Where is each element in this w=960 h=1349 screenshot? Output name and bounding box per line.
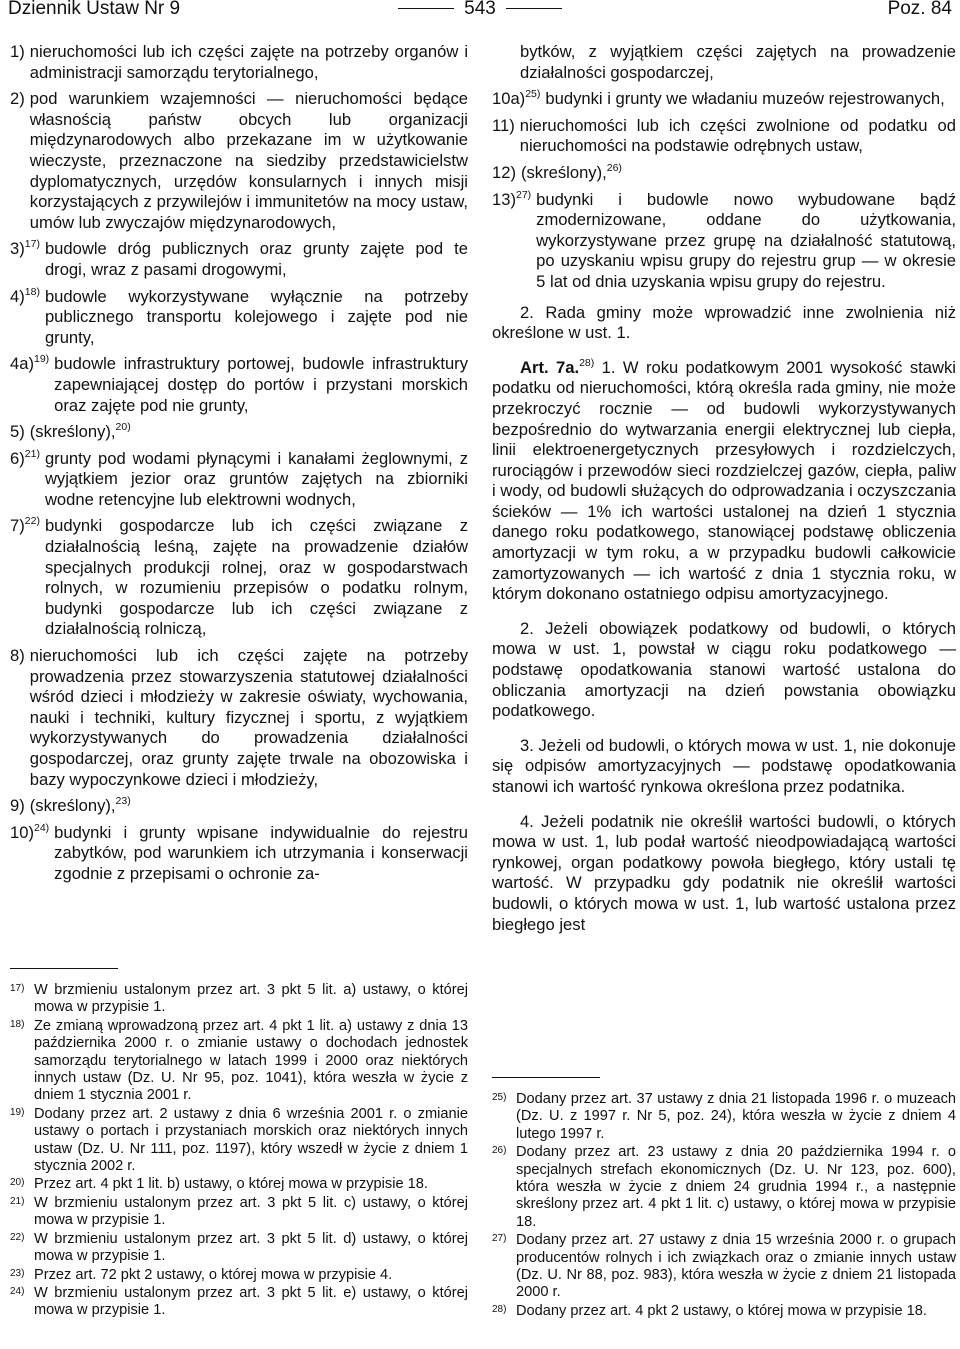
footnote	[10, 1285, 468, 1320]
item-text: budowle wykorzystywane wyłącznie na potrzeby publicznego transportu kolejowego i zajęte pod nie grunty,	[44, 286, 468, 347]
footnote-number: 17)	[10, 983, 25, 994]
footnote	[10, 1267, 468, 1284]
footnote-number: 28)	[492, 1303, 507, 1315]
footnote-number: 18)	[10, 1018, 25, 1030]
footnote	[10, 1195, 468, 1230]
footnote-ref: 27)	[515, 188, 532, 201]
list-item	[10, 516, 468, 640]
item-text: (skreślony),$^{23)}$	[29, 795, 131, 816]
footnotes-right	[492, 1091, 956, 1321]
footnote-number: 19)	[10, 1106, 25, 1118]
footnote-ref: 23)	[115, 795, 131, 808]
paragraph: 3. Jeżeli od budowli, o których mowa w ust. 1, nie dokonuje się odpisów amortyzacyjnych — podstawę opodatkowania stanowi ich wartość rynkowa określona przez podatnika.	[492, 735, 956, 796]
footnote-text: W brzmieniu ustalonym przez art. 3 pkt 5 lit. e) ustawy, o której mowa w przypisie 1.	[34, 1284, 468, 1319]
item-number: 12)	[492, 162, 516, 182]
right-item-list	[492, 89, 956, 292]
footnote-text: W brzmieniu ustalonym przez art. 3 pkt 5 lit. a) ustawy, o której mowa w przypisie 1.	[34, 982, 468, 1016]
item-text: budynki i grunty we władaniu muzeów rejestrowanych,	[545, 89, 945, 109]
list-item	[10, 354, 468, 416]
footnote-text: Ze zmianą wprowadzoną przez art. 4 pkt 1 lit. a) ustawy z dnia 13 października 2000 r. o zmianie ustawy o dochodach jednostek samorządu terytorialnego w latach 1999 i 2000 oraz niektórych innych ustaw (Dz. U. Nr 95, poz. 1041), która weszła w życie z dniem 1 stycznia 2001 r.	[34, 1017, 468, 1104]
item-text: budynki i grunty wpisane indywidualnie do rejestru zabytków, pod warunkiem ich utrzymania i konserwacji zgodnie z przepisami o ochronie za-	[54, 822, 468, 883]
footnote-text: Dodany przez art. 23 ustawy z dnia 20 października 1994 r. o specjalnych strefach ekonomicznych (Dz. U. Nr 123, poz. 600), która weszła w życie z dniem 24 grudnia 1994 r., a następnie skreślony przez art. 4 pkt 1 lit. c) ustawy, o której mowa w przypisie 18.	[516, 1144, 956, 1230]
footnote-text: Dodany przez art. 27 ustawy z dnia 15 września 2000 r. o grupach producentów rolnych i ich związkach oraz o zmianie innych ustaw (Dz. U. Nr 88, poz. 983), która weszła w życie z dniem 21 listopada 2000 r.	[516, 1232, 956, 1301]
item-number: 5)	[10, 422, 25, 442]
journal-title: Dziennik Ustaw Nr 9	[8, 0, 181, 19]
header-dash-right	[506, 8, 562, 9]
footnote-number: 22)	[10, 1231, 25, 1243]
item-text: budowle dróg publicznych oraz grunty zajęte pod te drogi, wraz z pasami drogowymi,	[44, 239, 468, 279]
list-item	[10, 89, 468, 233]
item-text: budynki gospodarcze lub ich części związane z działalnością leśną, zajęte na prowadzenie działów specjalnych produkcji rolnej, oraz w gospodarstwach rolnych, w rozumieniu przepisów o podatku rolnym, budynki gospodarcze lub ich części związane z działalnością rolniczą,	[44, 516, 468, 639]
item-text: budowle infrastruktury portowej, budowle infrastruktury zapewniającej dostęp do portów i przystani morskich oraz zajęte pod nie grunty,	[54, 354, 468, 415]
item-number: 9)	[10, 796, 25, 816]
paragraph: 4. Jeżeli podatnik nie określił wartości budowli, o których mowa w ust. 1, lub podał wartość nieodpowiadającą wartości rynkowej, organ podatkowy powoła biegłego, który ustali tę wartość. W przypadku gdy podatnik nie określił wartości budowli, o których mowa w ust. 1, lub wartość ustalona przez biegłego jest	[492, 811, 956, 934]
footnote-text: W brzmieniu ustalonym przez art. 3 pkt 5 lit. c) ustawy, o której mowa w przypisie 1.	[34, 1194, 468, 1229]
footnotes-left	[10, 982, 468, 1321]
item-text: (skreślony),$^{26)}$	[520, 161, 622, 182]
list-item	[10, 796, 468, 817]
list-item	[10, 449, 468, 511]
list-item	[492, 190, 956, 293]
footnote-number: 25)	[492, 1092, 507, 1103]
list-item	[10, 42, 468, 83]
footnote-number: 26)	[492, 1145, 507, 1157]
header-dash-left	[398, 8, 454, 9]
footnote	[492, 1303, 956, 1320]
footnote-ref: 17)	[24, 238, 40, 251]
footnote-separator-right	[492, 1077, 600, 1078]
footnote-text: Dodany przez art. 37 ustawy z dnia 21 listopada 1996 r. o muzeach (Dz. U. z 1997 r. Nr 5, poz. 24), która weszła w życie z dniem 4 lutego 1997 r.	[516, 1091, 956, 1142]
footnote-ref: 18)	[24, 285, 40, 298]
list-item	[10, 823, 468, 885]
item-number: 11)	[492, 115, 515, 135]
paragraph: Art. 7a.$^{28)}$ 1. W roku podatkowym 2001 wysokość stawki podatku od nieruchomości, którą określa rada gminy, nie może przekroczyć rocznie — od budowli wykorzystywanych bezpośrednio do wytwarzania energii elektrycznej lub ciepła, linii elektroenergetycznych przesyłowych i rozdzielczych, rurociągów i przewodów sieci rozdzielczej gazów, ciepła, paliw i wody, od budowli służących do odprowadzania i oczyszczania ścieków — 1% ich wartości ustalonej na dzień 1 stycznia danego roku podatkowego, stanowiącej podstawę obliczenia amortyzacji w tym roku, a w przypadku budowli całkowicie zamortyzowanych — ich wartość z dnia 1 stycznia roku, w którym dokonano ostatniego odpisu amortyzacyjnego.	[492, 356, 956, 604]
item-text: grunty pod wodami płynącymi i kanałami żeglownymi, z wyjątkiem jezior oraz gruntów zajętych na zbiorniki wodne retencyjne lub elektrowni wodnych,	[44, 448, 468, 509]
item-number: 8)	[10, 646, 25, 666]
page-number-wrap	[8, 0, 952, 20]
footnote	[492, 1144, 956, 1231]
item-number: 4a)$^{19)}$	[10, 353, 50, 374]
footnote-text: Przez art. 72 pkt 2 ustawy, o której mowa w przypisie 4.	[34, 1266, 393, 1283]
item-text: nieruchomości lub ich części zwolnione od podatku od nieruchomości na podstawie odrębnych ustaw,	[519, 115, 956, 156]
article-heading: Art. 7a.	[520, 357, 580, 377]
item-text: budynki i budowle nowo wybudowane bądź zmodernizowane, oddane do użytkowania, wykorzystywane przez grupę na działalność statutową, po uzyskaniu wpisu grupy do rejestru grup — w okresie 5 lat od dnia uzyskania wpisu grupy do rejestru.	[536, 189, 956, 291]
footnote-number: 27)	[492, 1233, 507, 1245]
footnote-number: 24)	[10, 1285, 25, 1297]
item-text: nieruchomości lub ich części zajęte na potrzeby prowadzenia przez stowarzyszenia statutowej działalności wśród dzieci i młodzieży w zakresie oświaty, wychowania, nauki i techniki, kultury fizycznej i sportu, z wyjątkiem wykorzystywanych do prowadzenia działalności gospodarczej, oraz grunty zajęte trwale na obozowiska i bazy wypoczynkowe dzieci i młodzieży,	[29, 646, 468, 789]
list-item	[10, 287, 468, 349]
footnote-ref: 22)	[24, 515, 40, 528]
item-number: 7)$^{22)}$	[10, 515, 40, 536]
left-column	[10, 42, 468, 891]
footnote-number: 23)	[10, 1267, 25, 1279]
footnote-ref: 25)	[525, 88, 541, 101]
item-text: (skreślony),$^{20)}$	[29, 421, 131, 442]
list-item	[492, 89, 956, 110]
continuation-text: bytków, z wyjątkiem części zajętych na prowadzenie działalności gospodarczej,	[520, 42, 956, 82]
footnote	[10, 1176, 468, 1193]
footnote-separator-left	[10, 968, 118, 969]
list-item	[10, 422, 468, 443]
footnote-ref: 28)	[579, 356, 595, 369]
footnote-text: Przez art. 4 pkt 1 lit. b) ustawy, o której mowa w przypisie 18.	[34, 1176, 428, 1193]
right-column	[492, 42, 956, 949]
footnote-ref: 24)	[33, 821, 50, 834]
item-number: 13)$^{27)}$	[492, 188, 532, 209]
item-number: 1)	[10, 42, 25, 61]
item-number: 6)$^{21)}$	[10, 447, 40, 468]
list-item	[10, 239, 468, 280]
footnote-number: 20)	[10, 1177, 25, 1189]
list-item	[492, 116, 956, 157]
item-text: pod warunkiem wzajemności — nieruchomości będące własnością państw obcych lub organizacji międzynarodowych albo przekazane im w użytkowanie wieczyste, przeznaczone na siedziby przedstawicielstw dyplomatycznych, urzędów konsularnych i innych misji korzystających z przywilejów i immunitetów na mocy ustaw, umów lub zwyczajów międzynarodowych,	[29, 89, 468, 232]
item-number: 10)$^{24)}$	[10, 821, 50, 842]
list-item	[10, 646, 468, 790]
paragraph: 2. Rada gminy może wprowadzić inne zwolnienia niż określone w ust. 1.	[492, 302, 956, 343]
item-number: 2)	[10, 89, 25, 109]
footnote-ref: 19)	[33, 353, 50, 366]
footnote	[10, 1018, 468, 1105]
page-number: 543	[464, 0, 496, 19]
item-number: 4)$^{18)}$	[10, 285, 40, 306]
footnote-number: 21)	[10, 1195, 25, 1207]
item-number: 10a)$^{25)}$	[492, 88, 541, 109]
footnote-ref: 20)	[115, 421, 131, 434]
footnote-text: W brzmieniu ustalonym przez art. 3 pkt 5 lit. d) ustawy, o której mowa w przypisie 1.	[34, 1230, 468, 1265]
right-paragraphs	[492, 303, 956, 936]
list-item	[492, 163, 956, 184]
footnote-ref: 21)	[24, 447, 40, 460]
footnote	[10, 1106, 468, 1176]
paragraph: 2. Jeżeli obowiązek podatkowy od budowli, o których mowa w ust. 1, powstał w ciągu roku podatkowego — podstawę opodatkowania stanowi wartość ustalona do obliczania amortyzacji na dzień powstania obowiązku podatkowego.	[492, 618, 956, 721]
footnote	[10, 982, 468, 1017]
item-number: 3)$^{17)}$	[10, 238, 40, 259]
footnote-text: Dodany przez art. 4 pkt 2 ustawy, o której mowa w przypisie 18.	[516, 1302, 927, 1319]
footnote	[492, 1232, 956, 1302]
item-text: nieruchomości lub ich części zajęte na potrzeby organów i administracji samorządu terytorialnego,	[29, 42, 468, 82]
footnote-ref: 26)	[606, 161, 622, 174]
position-number: Poz. 84	[887, 0, 952, 19]
footnote	[492, 1091, 956, 1143]
footnote-text: Dodany przez art. 2 ustawy z dnia 6 września 2001 r. o zmianie ustawy o portach i przystaniach morskich oraz niektórych innych ustaw (Dz. U. Nr 111, poz. 1197), który wszedł w życie z dniem 1 stycznia 2002 r.	[34, 1105, 468, 1175]
page-header	[8, 0, 952, 26]
footnote	[10, 1231, 468, 1266]
